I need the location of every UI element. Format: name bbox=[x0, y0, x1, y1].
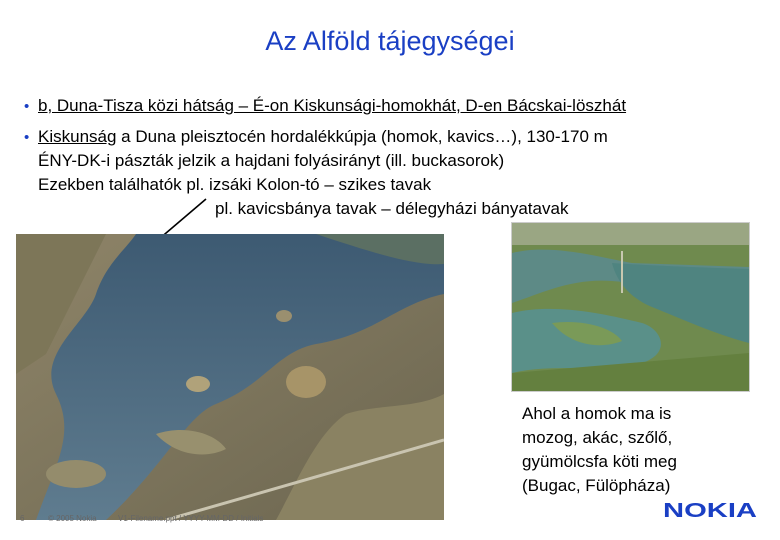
bullet-1 bbox=[24, 96, 626, 116]
bullet-2-line-3: Ezekben találhatók pl. izsáki Kolon-tó – szikes tavak bbox=[38, 175, 432, 194]
gravel-pit-lakes-photo bbox=[511, 222, 750, 392]
sand-caption bbox=[522, 402, 677, 498]
nokia-logo bbox=[662, 500, 758, 520]
bullet-2-line-4: pl. kavicsbánya tavak – délegyházi bányatavak bbox=[215, 199, 569, 218]
footer-filename: V1-Filename.ppt / YYYY-MM-DD / Initials bbox=[118, 514, 264, 523]
bullet-marker: • bbox=[24, 98, 30, 115]
kiskunsag-word: Kiskunság bbox=[38, 127, 117, 146]
nokia-logo-text: NOKIA bbox=[663, 500, 757, 520]
bullet-2 bbox=[24, 127, 608, 147]
bullet-marker: • bbox=[24, 129, 30, 146]
caption-line: gyümölcsfa köti meg bbox=[522, 452, 677, 471]
caption-line: mozog, akác, szőlő, bbox=[522, 428, 673, 447]
kolon-lake-aerial-photo bbox=[16, 234, 444, 520]
footer-page-number: 6 bbox=[20, 514, 25, 523]
slide-title: Az Alföld tájegységei bbox=[265, 26, 515, 56]
bullet-2-line-2: ÉNY-DK-i pászták jelzik a hajdani folyásirányt (ill. buckasorok) bbox=[38, 151, 505, 170]
bullet-2-text: a Duna pleisztocén hordalékkúpja (homok, kavics…), 130-170 m bbox=[116, 127, 608, 146]
caption-line: Ahol a homok ma is bbox=[522, 404, 672, 423]
bullet-1-text: b, Duna-Tisza közi hátság – É-on Kiskunsági-homokhát, D-en Bácskai-löszhát bbox=[38, 96, 627, 115]
footer-copyright: © 2005 Nokia bbox=[48, 514, 97, 523]
caption-line: (Bugac, Fülöpháza) bbox=[522, 476, 671, 495]
